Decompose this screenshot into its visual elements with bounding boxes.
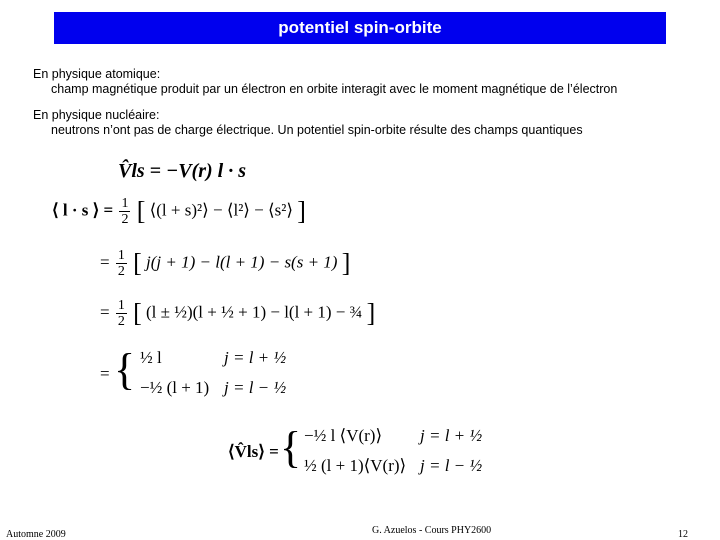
eq5-case1-right: j = l + ½ — [420, 426, 483, 445]
eq5-case2-left: ½ (l + 1)⟨V(r)⟩ — [304, 456, 407, 475]
fraction-half — [116, 248, 127, 279]
equation-ls-expectation — [52, 196, 306, 227]
eq2-rhs: j(j + 1) − l(l + 1) − s(s + 1) — [146, 252, 338, 272]
equation-j-form — [100, 248, 350, 279]
fraction-half — [116, 298, 127, 329]
bracket-open: [ — [133, 298, 142, 328]
equation-l-form — [100, 298, 375, 329]
slide-title: potentiel spin-orbite — [278, 18, 442, 37]
footer-course: G. Azuelos - Cours PHY2600 — [372, 525, 492, 536]
footer-date: Automne 2009 — [6, 529, 66, 540]
equals-sign: = — [100, 364, 110, 383]
paragraph-atomic — [33, 67, 617, 97]
frac-num: 1 — [121, 196, 129, 211]
equation-potential: V̂ls = −V(r) l · s — [118, 160, 246, 182]
frac-den: 2 — [117, 314, 125, 329]
eq1-lhs: ⟨ l · s ⟩ = — [52, 200, 114, 220]
eq3-rhs: (l ± ½)(l + ½ + 1) − l(l + 1) − ¾ — [146, 302, 363, 322]
equals-sign: = — [100, 252, 110, 272]
equals-sign: = — [100, 302, 110, 322]
bracket-close: ] — [366, 298, 376, 328]
frac-num: 1 — [117, 298, 125, 313]
case2-left: −½ (l + 1) — [140, 378, 210, 397]
bracket-open: [ — [133, 248, 142, 278]
fraction-half — [119, 196, 130, 227]
para-nuclear-text: neutrons n’ont pas de charge électrique. Un potentiel spin-orbite résulte des champs quantiques — [51, 123, 583, 137]
title-bar — [54, 12, 666, 44]
eq1-rhs: ⟨(l + s)²⟩ − ⟨l²⟩ − ⟨s²⟩ — [149, 200, 293, 220]
para-atomic-heading: En physique atomique: — [33, 67, 161, 81]
frac-num: 1 — [117, 248, 125, 263]
case1-left: ½ l — [140, 348, 162, 367]
para-atomic-text: champ magnétique produit par un électron en orbite interagit avec le moment magnétique de l’électron — [51, 82, 618, 96]
frac-den: 2 — [117, 264, 125, 279]
case2-right: j = l − ½ — [224, 378, 287, 397]
eq5-case2-right: j = l − ½ — [420, 456, 483, 475]
footer-page-number: 12 — [678, 529, 688, 540]
frac-den: 2 — [121, 212, 129, 227]
para-nuclear-heading: En physique nucléaire: — [33, 108, 160, 122]
bracket-close: ] — [297, 196, 306, 226]
eq5-case1-left: −½ l ⟨V(r)⟩ — [304, 426, 383, 445]
brace-open: { — [114, 345, 136, 394]
paragraph-nuclear — [33, 108, 583, 138]
case1-right: j = l + ½ — [224, 348, 287, 367]
brace-open: { — [280, 423, 302, 472]
eq5-lhs: ⟨V̂ls⟩ = — [228, 442, 279, 461]
bracket-close: ] — [341, 248, 351, 278]
bracket-open: [ — [136, 196, 146, 226]
